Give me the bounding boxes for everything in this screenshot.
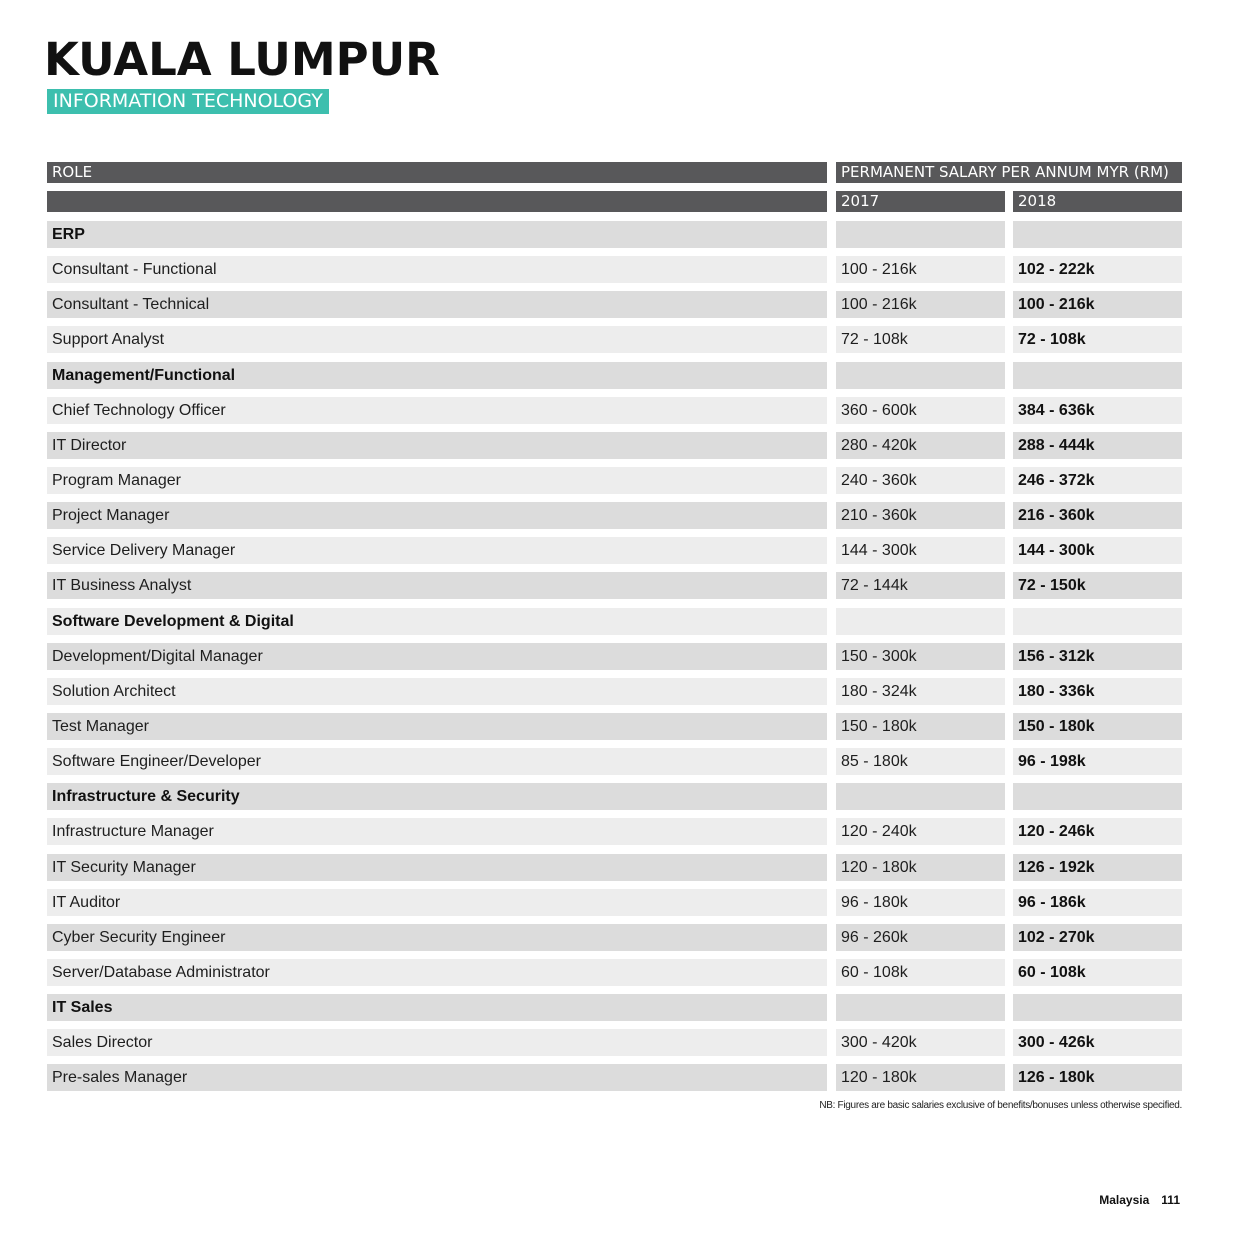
role-cell: Consultant - Technical	[47, 291, 827, 318]
salary-2017-cell: 72 - 144k	[836, 572, 1005, 599]
category-row	[47, 362, 1182, 397]
role-subheader	[47, 191, 827, 212]
role-cell: Software Development & Digital	[47, 608, 827, 635]
salary-2018-cell: 102 - 222k	[1013, 256, 1182, 283]
salary-2017-cell: 100 - 216k	[836, 256, 1005, 283]
table-row	[47, 256, 1182, 291]
salary-2018-cell: 156 - 312k	[1013, 643, 1182, 670]
salary-2018-cell: 150 - 180k	[1013, 713, 1182, 740]
table-row	[47, 643, 1182, 678]
role-cell: Infrastructure Manager	[47, 818, 827, 845]
role-cell: Test Manager	[47, 713, 827, 740]
footnote: NB: Figures are basic salaries exclusive of benefits/bonuses unless otherwise specified.	[819, 1100, 1182, 1111]
salary-2018-cell: 126 - 192k	[1013, 854, 1182, 881]
role-cell: Software Engineer/Developer	[47, 748, 827, 775]
role-cell: IT Business Analyst	[47, 572, 827, 599]
table-row	[47, 291, 1182, 326]
salary-2018-cell: 384 - 636k	[1013, 397, 1182, 424]
salary-2018-cell: 100 - 216k	[1013, 291, 1182, 318]
role-cell: IT Sales	[47, 994, 827, 1021]
salary-2018-cell	[1013, 994, 1182, 1021]
salary-2017-cell	[836, 994, 1005, 1021]
salary-2018-cell: 246 - 372k	[1013, 467, 1182, 494]
salary-2018-cell: 102 - 270k	[1013, 924, 1182, 951]
table-row	[47, 854, 1182, 889]
salary-2017-cell	[836, 783, 1005, 810]
salary-2017-cell: 120 - 180k	[836, 854, 1005, 881]
year-2018-header: 2018	[1013, 191, 1182, 212]
salary-2017-cell: 100 - 216k	[836, 291, 1005, 318]
role-cell: IT Security Manager	[47, 854, 827, 881]
salary-header: PERMANENT SALARY PER ANNUM MYR (RM)	[836, 162, 1182, 183]
table-row	[47, 924, 1182, 959]
salary-2018-cell: 180 - 336k	[1013, 678, 1182, 705]
role-cell: Consultant - Functional	[47, 256, 827, 283]
salary-2018-cell: 120 - 246k	[1013, 818, 1182, 845]
table-row	[47, 959, 1182, 994]
table-row	[47, 1029, 1182, 1064]
salary-2017-cell: 240 - 360k	[836, 467, 1005, 494]
salary-2017-cell: 360 - 600k	[836, 397, 1005, 424]
page-footer	[1099, 1193, 1180, 1207]
role-cell: Cyber Security Engineer	[47, 924, 827, 951]
page-number: 111	[1161, 1193, 1180, 1207]
salary-2017-cell: 180 - 324k	[836, 678, 1005, 705]
category-row	[47, 608, 1182, 643]
salary-2017-cell: 96 - 260k	[836, 924, 1005, 951]
role-cell: IT Auditor	[47, 889, 827, 916]
footer-country: Malaysia	[1099, 1193, 1150, 1207]
table-row	[47, 713, 1182, 748]
salary-2018-cell: 96 - 198k	[1013, 748, 1182, 775]
section-tag: INFORMATION TECHNOLOGY	[47, 89, 329, 114]
role-cell: Program Manager	[47, 467, 827, 494]
role-cell: Project Manager	[47, 502, 827, 529]
salary-2017-cell: 150 - 180k	[836, 713, 1005, 740]
page-title: KUALA LUMPUR	[44, 33, 440, 86]
role-cell: Solution Architect	[47, 678, 827, 705]
salary-2017-cell	[836, 221, 1005, 248]
salary-2017-cell: 72 - 108k	[836, 326, 1005, 353]
salary-2018-cell	[1013, 362, 1182, 389]
role-cell: Sales Director	[47, 1029, 827, 1056]
salary-2017-cell: 210 - 360k	[836, 502, 1005, 529]
role-cell: Management/Functional	[47, 362, 827, 389]
salary-2017-cell: 85 - 180k	[836, 748, 1005, 775]
salary-2018-cell	[1013, 221, 1182, 248]
salary-2018-cell	[1013, 783, 1182, 810]
salary-2017-cell: 96 - 180k	[836, 889, 1005, 916]
salary-2018-cell: 126 - 180k	[1013, 1064, 1182, 1091]
role-cell: Server/Database Administrator	[47, 959, 827, 986]
role-header: ROLE	[47, 162, 827, 183]
salary-2017-cell: 120 - 180k	[836, 1064, 1005, 1091]
role-cell: Pre-sales Manager	[47, 1064, 827, 1091]
salary-2017-cell: 300 - 420k	[836, 1029, 1005, 1056]
table-row	[47, 432, 1182, 467]
table-row	[47, 1064, 1182, 1099]
role-cell: Development/Digital Manager	[47, 643, 827, 670]
category-row	[47, 783, 1182, 818]
salary-2017-cell	[836, 362, 1005, 389]
salary-2018-cell: 96 - 186k	[1013, 889, 1182, 916]
role-cell: Support Analyst	[47, 326, 827, 353]
salary-2018-cell	[1013, 608, 1182, 635]
role-cell: IT Director	[47, 432, 827, 459]
table-row	[47, 748, 1182, 783]
salary-2017-cell: 120 - 240k	[836, 818, 1005, 845]
category-row	[47, 221, 1182, 256]
table-row	[47, 397, 1182, 432]
table-row	[47, 818, 1182, 853]
salary-2018-cell: 144 - 300k	[1013, 537, 1182, 564]
salary-2017-cell: 60 - 108k	[836, 959, 1005, 986]
table-row	[47, 502, 1182, 537]
salary-2017-cell: 150 - 300k	[836, 643, 1005, 670]
salary-2017-cell: 280 - 420k	[836, 432, 1005, 459]
category-row	[47, 994, 1182, 1029]
year-2017-header: 2017	[836, 191, 1005, 212]
salary-2017-cell	[836, 608, 1005, 635]
role-cell: Service Delivery Manager	[47, 537, 827, 564]
salary-2018-cell: 72 - 150k	[1013, 572, 1182, 599]
role-cell: Chief Technology Officer	[47, 397, 827, 424]
role-cell: ERP	[47, 221, 827, 248]
salary-2018-cell: 300 - 426k	[1013, 1029, 1182, 1056]
table-row	[47, 537, 1182, 572]
salary-2018-cell: 288 - 444k	[1013, 432, 1182, 459]
role-cell: Infrastructure & Security	[47, 783, 827, 810]
salary-2018-cell: 60 - 108k	[1013, 959, 1182, 986]
salary-table-body	[47, 221, 1182, 1100]
salary-2017-cell: 144 - 300k	[836, 537, 1005, 564]
table-row	[47, 889, 1182, 924]
table-row	[47, 678, 1182, 713]
salary-2018-cell: 216 - 360k	[1013, 502, 1182, 529]
table-row	[47, 572, 1182, 607]
table-row	[47, 467, 1182, 502]
salary-2018-cell: 72 - 108k	[1013, 326, 1182, 353]
table-row	[47, 326, 1182, 361]
